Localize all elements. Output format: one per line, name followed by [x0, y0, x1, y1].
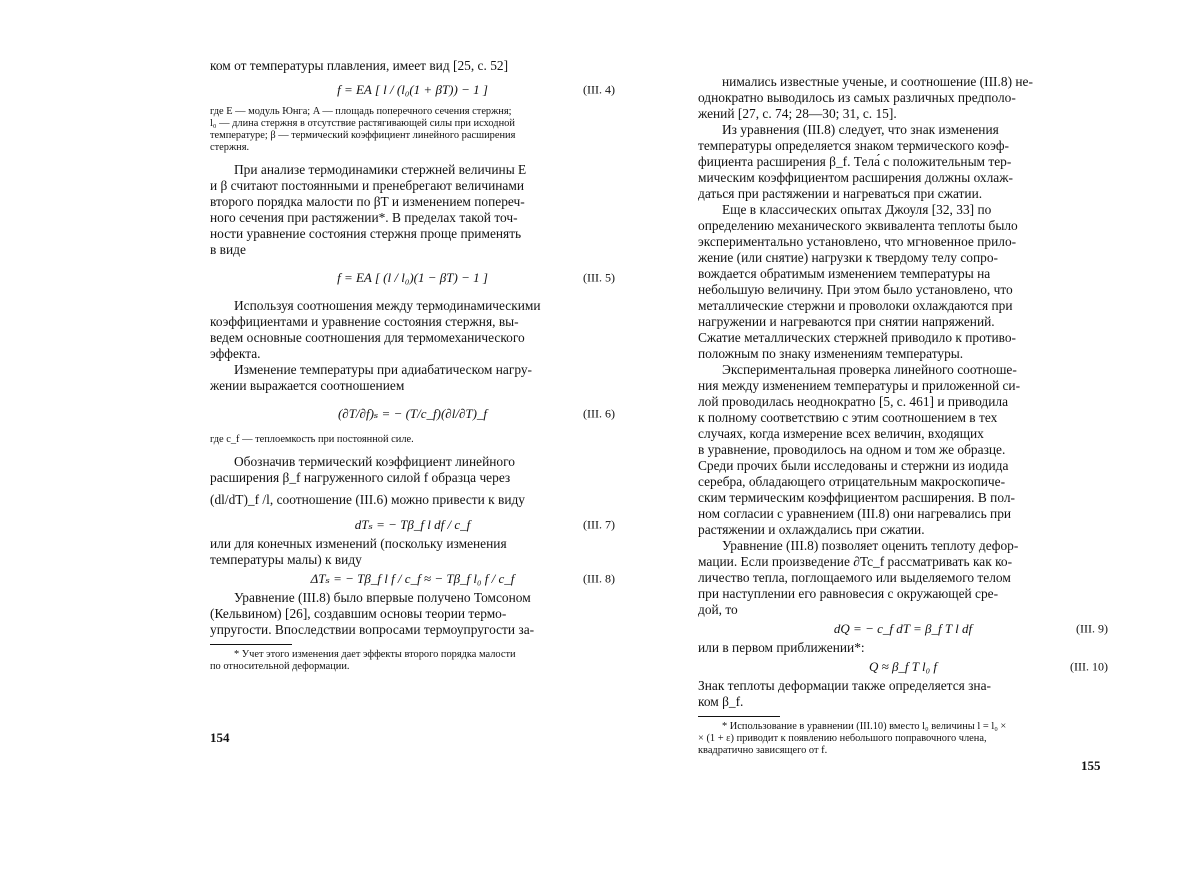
text-line: в уравнение, проводилось на одном и том же образце.: [698, 442, 1006, 457]
footnote-line: квадратично зависящего от f.: [698, 745, 828, 756]
paragraph: [210, 362, 615, 394]
left-page: [210, 58, 615, 673]
definition-line: l₀ — длина стержня в отсутствие растягивающей силы при исходной: [210, 118, 515, 129]
equation-text: dQ = − c_f dT = β_f T l df: [833, 621, 973, 636]
footnote-rule: [698, 716, 780, 717]
text-line: эффекта.: [210, 346, 261, 361]
text-line: Сжатие металлических стержней приводило к противо-: [698, 330, 1017, 345]
text-line: Обозначив термический коэффициент линейного: [234, 454, 515, 469]
text-line: к полному соответствию с этим соотношением в тех: [698, 410, 998, 425]
text-line: Из уравнения (III.8) следует, что знак изменения: [722, 122, 999, 137]
text-line: в виде: [210, 242, 246, 257]
equation-text: ΔTₛ = − Tβ_f l f / c_f ≈ − Tβ_f l₀ f / c_f: [310, 571, 515, 586]
text-line: серебра, обладающего отрицательным макроскопиче-: [698, 474, 1006, 489]
text-line: и β считают постоянными и пренебрегают величинами: [210, 178, 524, 193]
text-line: положным по знаку изменениям температуры.: [698, 346, 964, 361]
equation-number: (III. 8): [583, 571, 615, 586]
text-line: Уравнение (III.8) позволяет оценить теплоту дефор-: [722, 538, 1019, 553]
paragraph: [210, 162, 615, 258]
text-line: (dl/dT)_f /l, соотношение (III.6) можно привести к виду: [210, 492, 526, 507]
text-line: Среди прочих были исследованы и стержни из иодида: [698, 458, 1009, 473]
definition-line: где E — модуль Юнга; A — площадь поперечного сечения стержня;: [210, 106, 512, 117]
text-line: или в первом приближении*:: [698, 640, 865, 655]
footnote-line: * Учет этого изменения дает эффекты второго порядка малости: [234, 649, 516, 660]
text-line: ведем основные соотношения для термомеханического: [210, 330, 525, 345]
paragraph: [210, 590, 615, 638]
equation-text: f = EA [ (l / l₀)(1 − βT) − 1 ]: [337, 270, 488, 285]
text-line: Изменение температуры при адиабатическом нагру-: [234, 362, 532, 377]
text-line: нимались известные ученые, и соотношение (III.8) не-: [722, 74, 1033, 89]
text-line: определению механического эквивалента теплоты было: [698, 218, 1018, 233]
paragraph: [210, 298, 615, 362]
equation-number: (III. 10): [1070, 659, 1108, 674]
text-line: даться при растяжении и нагреваться при сжатии.: [698, 186, 983, 201]
text-line: Уравнение (III.8) было впервые получено Томсоном: [234, 590, 531, 605]
equation-III5: [210, 258, 615, 298]
text-line: личество тепла, поглощаемого или выделяемого телом: [698, 570, 1011, 585]
paragraph: [210, 536, 615, 568]
definition-line: температуре; β — термический коэффициент линейного расширения: [210, 130, 516, 141]
text-line: ским термическим коэффициентом расширения. В пол-: [698, 490, 1015, 505]
text-line: Экспериментальная проверка линейного соотноше-: [722, 362, 1017, 377]
footnote-line: по относительной деформации.: [210, 661, 350, 672]
text-line: жении выражается соотношением: [210, 378, 405, 393]
equation-text: f = EA [ l / (l₀(1 + βT)) − 1 ]: [337, 82, 488, 97]
equation-number: (III. 6): [583, 406, 615, 421]
paragraph: [698, 678, 1108, 710]
paragraph: [210, 454, 615, 514]
equation-III4: [210, 74, 615, 106]
text-line: вождается обратимым изменением температуры на: [698, 266, 991, 281]
text-line: дой, то: [698, 602, 738, 617]
page-number-right: 155: [1081, 758, 1101, 773]
text-line: мации. Если произведение ∂Tc_f рассматривать как ко-: [698, 554, 1013, 569]
text-line: ном согласии с уравнением (III.8) они нагревались при: [698, 506, 1012, 521]
text-line: при наступлении его равновесия с окружающей сре-: [698, 586, 999, 601]
text-line: фициента расширения β_f. Тела́ с положительным тер-: [698, 154, 1012, 169]
equation-III10: [698, 656, 1108, 678]
paragraph: [698, 362, 1108, 538]
text-line: ком β_f.: [698, 694, 744, 709]
text-line: мическим коэффициентом расширения должны охлаж-: [698, 170, 1013, 185]
paragraph: [698, 122, 1108, 202]
text-line: растяжении и охлаждались при сжатии.: [698, 522, 925, 537]
text-line: (Кельвином) [26], создавшим основы теории термо-: [210, 606, 507, 621]
equation-text: (∂T/∂f)ₛ = − (T/c_f)(∂l/∂T)_f: [337, 406, 488, 421]
text-line: небольшую величину. При этом было установлено, что: [698, 282, 1013, 297]
equation-III6: [210, 394, 615, 434]
right-page: [698, 74, 1108, 757]
footnote-rule: [210, 644, 292, 645]
definitions-III4: [210, 106, 615, 154]
text-line: Еще в классических опытах Джоуля [32, 33] по: [722, 202, 992, 217]
equation-III7: [210, 514, 615, 536]
text-line: или для конечных изменений (поскольку изменения: [210, 536, 507, 551]
equation-text: dTₛ = − Tβ_f l df / c_f: [354, 517, 471, 532]
text-line: лой проводилась неоднократно [5, с. 461] и приводила: [698, 394, 1009, 409]
text-line: нагружении и нагреваются при снятии напряжений.: [698, 314, 995, 329]
equation-number: (III. 7): [583, 517, 615, 532]
footnote-line: × (1 + ε) приводит к появлению небольшого поправочного члена,: [698, 733, 987, 744]
text-line: ного сечения при растяжении*. В пределах такой точ-: [210, 210, 518, 225]
footnote-line: * Использование в уравнении (III.10) вместо l₀ величины l = l₀ ×: [722, 721, 1007, 732]
text-line: температуры определяется знаком термического коэф-: [698, 138, 1009, 153]
footnote: [210, 649, 615, 673]
text-line: коэффициентами и уравнение состояния стержня, вы-: [210, 314, 519, 329]
text-line: второго порядка малости по βT и изменением попереч-: [210, 194, 525, 209]
text-line: расширения β_f нагруженного силой f образца через: [210, 470, 511, 485]
text-line: температуры малы) к виду: [210, 552, 362, 567]
text-line: жений [27, с. 74; 28—30; 31, с. 15].: [698, 106, 897, 121]
text-line: случаях, когда измерение всех величин, входящих: [698, 426, 984, 441]
text-line: ния между изменением температуры и приложенной си-: [698, 378, 1021, 393]
equation-text: Q ≈ β_f T l₀ f: [868, 659, 938, 674]
equation-number: (III. 9): [1076, 621, 1108, 636]
equation-number: (III. 5): [583, 270, 615, 285]
text-line: Используя соотношения между термодинамическими: [234, 298, 541, 313]
paragraph: [698, 74, 1108, 122]
equation-III8: [210, 568, 615, 590]
page-number-left: 154: [210, 730, 230, 745]
text-line: однократно выводилось из самых различных предполо-: [698, 90, 1016, 105]
definition-line: где c_f — теплоемкость при постоянной силе.: [210, 434, 414, 445]
text-line: металлические стержни и проволоки охлаждаются при: [698, 298, 1013, 313]
footnote: [698, 721, 1108, 757]
intro-line: ком от температуры плавления, имеет вид [25, с. 52]: [210, 58, 509, 73]
definition-line: стержня.: [210, 142, 250, 153]
text-line: При анализе термодинамики стержней величины E: [234, 162, 527, 177]
text-line: экспериментально установлено, что мгновенное прило-: [698, 234, 1017, 249]
text-line: жение (или снятие) нагрузки к твердому телу сопро-: [698, 250, 998, 265]
paragraph: [698, 202, 1108, 362]
equation-III9: [698, 618, 1108, 640]
paragraph: [698, 538, 1108, 618]
text-line: ности уравнение состояния стержня проще применять: [210, 226, 522, 241]
equation-number: (III. 4): [583, 82, 615, 97]
text-line: упругости. Впоследствии вопросами термоупругости за-: [210, 622, 535, 637]
text-line: Знак теплоты деформации также определяется зна-: [698, 678, 992, 693]
